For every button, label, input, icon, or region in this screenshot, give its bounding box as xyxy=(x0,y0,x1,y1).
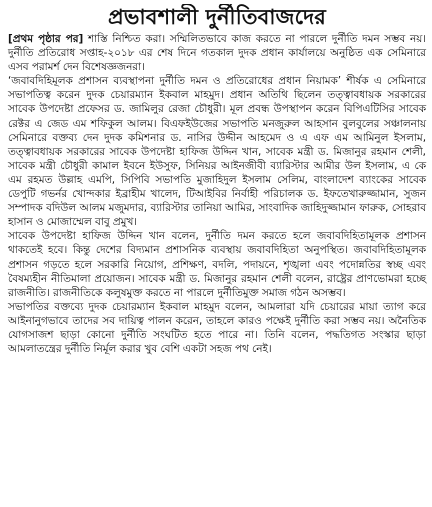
article-headline: প্রভাবশালী দুর্নীতিবাজদের xyxy=(107,4,327,29)
article-paragraph-1 xyxy=(8,32,426,74)
paragraph-1-text: শাস্তি নিশ্চিত করা। সম্মিলিতভাবে কাজ করতে না পারলে দুর্নীতি দমন সম্ভব নয়। দুর্নীতি প্রতিরোধ সপ্তাহ-২০১৮ এর শেষ দিনে গতকাল দুদক প্রধান কার্যালয়ে অনুষ্ঠিত এক সেমিনারে এসব পরামর্শ দেন বিশেষজ্ঞজনরা। xyxy=(8,33,426,74)
article-paragraph-2: ‘জবাবদিহিমূলক প্রশাসন ব্যবস্থাপনা দুর্নীতি দমন ও প্রতিরোধের প্রধান নিয়ামক’ শীর্ষক এ সেমিনারে সভাপতিত্ব করেন দুদক চেয়ারম্যান ইকবাল মাহমুদ। প্রধান অতিথি ছিলেন তত্ত্বাবধায়ক সরকারের সাবেক উপদেষ্টা প্রফেসর ড. জামিলুর রেজা চৌধুরী। মূল প্রবন্ধ উপস্থাপন করেন বিপিএটিসির সাবেক রেক্টর এ জেড এম শফিকুল আলম। বিএফইউজের সভাপতি মনজুরুল আহসান বুলবুলের সঞ্চালনায় সেমিনারে বক্তব্য দেন দুদক কমিশনার ড. নাসির উদ্দীন আহমেদ ও এ এফ এম আমিনুল ইসলাম, তত্ত্বাবধায়ক সরকারের সাবেক উপদেষ্টা হাফিজ উদ্দিন খান, সাবেক মন্ত্রী ড. মিজানুর রহমান শেলী, সাবেক মন্ত্রী চৌধুরী কামাল ইবনে ইউসুফ, সিনিয়র আইনজীবী ব্যারিস্টার আমীর উল ইসলাম, এ কে এম রহমত উল্লাহ এমপি, সিপিবি সভাপতি মুজাহিদুল ইসলাম সেলিম, বাংলাদেশ ব্যাংকের সাবেক ডেপুটি গভর্নর খোন্দকার ইব্রাহীম খালেদ, টিআইবির নির্বাহী পরিচালক ড. ইফতেখারুজ্জামান, সুজন সম্পাদক বদিউল আলম মজুমদার, ব্যারিস্টার তানিয়া আমির, সাংবাদিক জাহিদুজ্জামান ফারুক, সোহরাব হাসান ও মোজাম্মেল বাবু প্রমুখ। xyxy=(8,75,426,229)
article-body xyxy=(8,32,426,356)
continuation-tag: [প্রথম পৃষ্ঠার পর] xyxy=(8,33,84,45)
article-paragraph-4: সভাপতির বক্তব্যে দুদক চেয়ারম্যান ইকবাল মাহমুদ বলেন, আমলারা যদি চেয়ারের মায়া ত্যাগ করে আইনানুগভাবে তাদের সব দায়িত্ব পালন করেন, তাহলে কারও পক্ষেই দুর্নীতি করা সম্ভব নয়। অনৈতিক যোগসাজশ ছাড়া কোনো দুর্নীতি সংঘটিত হতে পারে না। তিনি বলেন, পদ্ধতিগত সংস্কার ছাড়া আমলাতন্ত্রের দুর্নীতি নির্মূল করার খুব বেশি একটা সহজ পথ নেই। xyxy=(8,300,426,356)
article-paragraph-3: সাবেক উপদেষ্টা হাফিজ উদ্দিন খান বলেন, দুর্নীতি দমন করতে হলে জবাবদিহিতামূলক প্রশাসন থাকতেই হবে। কিন্তু দেশের বিদ্যমান প্রশাসনিক ব্যবস্থায় জবাবদিহিতা অনুপস্থিত। জবাবদিহিতামূলক প্রশাসন গড়তে হলে সরকারি নিয়োগ, প্রশিক্ষণ, বদলি, পদায়নে, শৃঙ্খলা এবং পদোন্নতির স্বচ্ছ এবং বৈষম্যহীন নীতিমালা প্রয়োজন। সাবেক মন্ত্রী ড. মিজানুর রহমান শেলী বলেন, রাষ্ট্রের প্রাণভোমরা হচ্ছে রাজনীতি। রাজনীতিকে কলুষমুক্ত করতে না পারলে দুর্নীতিমুক্ত সমাজ গঠন অসম্ভব। xyxy=(8,230,426,299)
